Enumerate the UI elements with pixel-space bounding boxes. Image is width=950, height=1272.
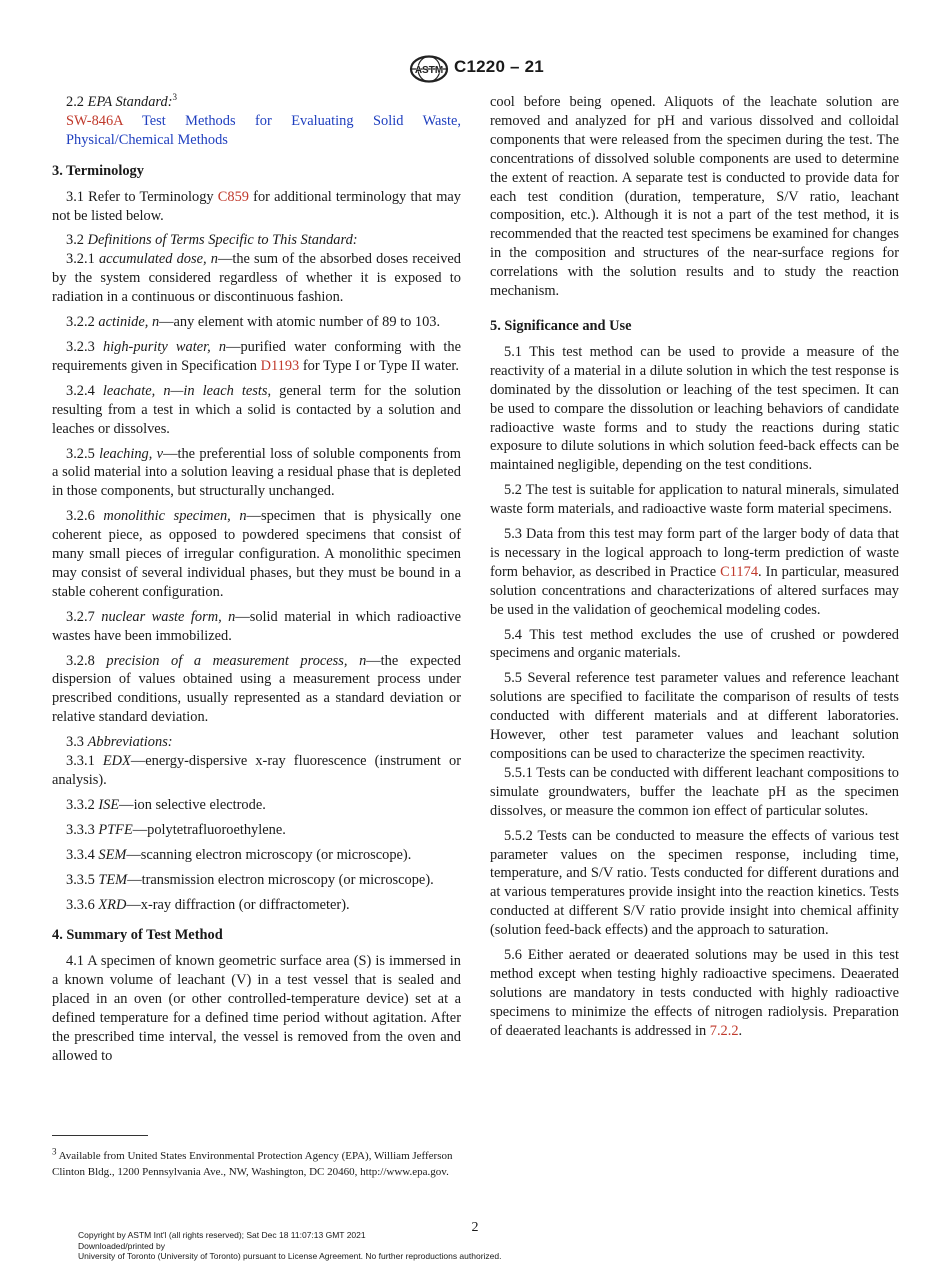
left-column — [52, 93, 461, 1072]
para-5-6: 5.6 Either aerated or deaerated solutions may be used in this test method except when testing highly radioactive specimens. Deaerated solutions are mandatory in tests conducted with highly radioactive specimens to minimize the effects of nitrogen radiolysis. Preparation of deaerated leachants is addressed in 7.2.2. — [490, 947, 899, 1039]
para-3-3-2: 3.3.2 ISE—ion selective electrode. — [66, 796, 266, 813]
para-3-2-1: 3.2.1 accumulated dose, n—the sum of the absorbed doses received by the system considered regardless of whether it is exposed to radiation in a continuous or discontinuous fashion. — [52, 251, 461, 306]
sw846-title-link[interactable]: Test Methods for Evaluating Solid Waste, Physical/Chemical Methods — [66, 112, 461, 148]
epa-standard-heading: 2.2 EPA Standard:$^3$ — [66, 92, 177, 110]
d1193-link[interactable]: D1193 — [260, 357, 300, 374]
para-5-1: 5.1 This test method can be used to provide a measure of the reactivity of a material in a dilute solution in which the test response is dominated by the dissolution or leaching of the test specimen. It can be used to compare the dissolution or leaching behaviors of candidate radioactive waste forms and to study the reactions during static exposure to dilute solutions in which solution feed-back effects can be maintained negligible, depending on the test conditions. — [490, 343, 899, 474]
para-3-1: 3.1 Refer to Terminology C859 for additional terminology that may not be listed below. — [52, 188, 461, 224]
svg-text:ASTM: ASTM — [414, 65, 444, 76]
astm-logo-icon — [409, 55, 449, 83]
sw846-link[interactable]: SW-846A — [66, 112, 123, 129]
para-5-2: 5.2 The test is suitable for application to natural minerals, simulated waste form materials, and radioactive waste form material specimens. — [490, 482, 899, 518]
para-3-2: 3.2 Definitions of Terms Specific to This Standard: — [66, 232, 358, 249]
para-3-2-2: 3.2.2 actinide, n—any element with atomic number of 89 to 103. — [66, 314, 441, 331]
para-3-3-6: 3.3.6 XRD—x-ray diffraction (or diffractometer). — [66, 896, 350, 913]
document-designation: C1220 – 21 — [454, 57, 544, 76]
para-3-3-4: 3.3.4 SEM—scanning electron microscopy (or microscope). — [66, 846, 412, 863]
page-number: 2 — [471, 1220, 479, 1235]
para-3-2-8: 3.2.8 precision of a measurement process, n—the expected dispersion of values obtained using a measurement process under prescribed conditions, usually represented as a standard deviation or relative standard deviation. — [52, 652, 461, 726]
section-4-heading: 4. Summary of Test Method — [52, 927, 223, 944]
para-3-2-3: 3.2.3 high-purity water, n—purified water conforming with the requirements given in Specification D1193 for Type I or Type II water. — [52, 338, 461, 374]
footnote-divider — [52, 1135, 148, 1136]
footnote-3: $^3$ Available from United States Environmental Protection Agency (EPA), William Jefferson Clinton Bldg., 1200 Pennsylvania Ave., NW, Washington, DC 20460, http://www.epa.gov. — [52, 1146, 453, 1178]
section-5-heading: 5. Significance and Use — [490, 317, 632, 334]
c859-link[interactable]: C859 — [217, 188, 249, 205]
section-3-heading: 3. Terminology — [52, 162, 144, 179]
para-3-2-6: 3.2.6 monolithic specimen, n—specimen that is physically one coherent piece, as opposed to powdered specimens that consist of many small pieces of irregular configuration. A monolithic specimen may consist of several individual phases, but they must be bound in a stable coherent configuration. — [52, 508, 461, 600]
para-3-3: 3.3 Abbreviations: — [66, 734, 173, 751]
copyright-line-2: Downloaded/printed by — [78, 1240, 165, 1251]
para-5-5-2: 5.5.2 Tests can be conducted to measure the effects of various test parameter values on the specimen response, including time, temperature, and S/V ratio. Tests conducted for different durations and at various temperatures provide insight into the reaction kinetics. Tests conducted at different S/V ratio provide insight into chemical affinity (solution feed-back effects) and the approach to saturation. — [490, 827, 899, 939]
copyright-line-3: University of Toronto (University of Toronto) pursuant to License Agreement. No further reproductions authorized. — [78, 1251, 502, 1261]
copyright-line-1: Copyright by ASTM Int'l (all rights reserved); Sat Dec 18 11:07:13 GMT 2021 — [78, 1230, 366, 1240]
page-header — [0, 54, 950, 84]
para-4-1: 4.1 A specimen of known geometric surface area (S) is immersed in a known volume of leachant (V) in a test vessel that is sealed and placed in an oven (or other controlled-temperature device) set at a defined temperature for a defined time period without agitation. After the prescribed time interval, the vessel is removed from the oven and allowed to — [52, 953, 461, 1064]
c1174-link[interactable]: C1174 — [720, 563, 759, 580]
para-3-2-5: 3.2.5 leaching, v—the preferential loss of soluble components from a solid material into a solution leaving a residual phase that is depleted in those components, but structurally unchanged. — [52, 445, 461, 500]
para-3-2-7: 3.2.7 nuclear waste form, n—solid material in which radioactive wastes have been immobilized. — [52, 608, 461, 644]
section-7-2-2-link[interactable]: 7.2.2 — [709, 1022, 739, 1039]
para-3-3-1: 3.3.1 EDX—energy-dispersive x-ray fluorescence (instrument or analysis). — [52, 753, 462, 788]
right-column — [490, 93, 899, 1047]
para-5-4: 5.4 This test method excludes the use of crushed or powdered specimens and organic materials. — [490, 626, 899, 662]
sw846-reference — [52, 112, 461, 150]
para-5-5: 5.5 Several reference test parameter values and reference leachant solutions are specified to facilitate the comparison of results of tests conducted with different materials and at different laboratories. However, other test parameter values and leachant solution compositions can be used to characterize the specimen reactivity. — [490, 670, 899, 762]
para-4-1-continued: cool before being opened. Aliquots of the leachate solution are removed and analyzed for pH and various dissolved and colloidal components that were released from the specimen during the test. The concentrations of dissolved soluble components are used to determine the extent of reaction. A separate test is conducted to provide data for each test condition (duration, temperature, S/V ratio, leachant composition, etc.). Although it is not a part of the test method, it is recommended that the reacted test specimens be examined for changes in the composition and structures of the near-surface regions for correlations with the solution results and to study the reaction mechanism. — [490, 94, 899, 300]
para-5-3: 5.3 Data from this test may form part of the larger body of data that is necessary in the logical approach to long-term prediction of waste form behavior, as described in Practice C1174. In particular, measured solution concentrations and characterizations of altered surfaces may be used in the validation of geochemical modeling codes. — [490, 526, 899, 618]
para-3-3-3: 3.3.3 PTFE—polytetrafluoroethylene. — [66, 821, 286, 838]
para-3-3-5: 3.3.5 TEM—transmission electron microscopy (or microscope). — [66, 871, 434, 888]
copyright-notice — [78, 1230, 502, 1262]
para-3-2-4: 3.2.4 leachate, n—in leach tests, general term for the solution resulting from a test in which a solid is contacted by a solution and leaches or dissolves. — [52, 382, 461, 437]
para-5-5-1: 5.5.1 Tests can be conducted with different leachant compositions to simulate groundwaters, buffer the leachate pH as the specimen dissolves, or measure the common ion effect of particular solutes. — [490, 764, 899, 819]
